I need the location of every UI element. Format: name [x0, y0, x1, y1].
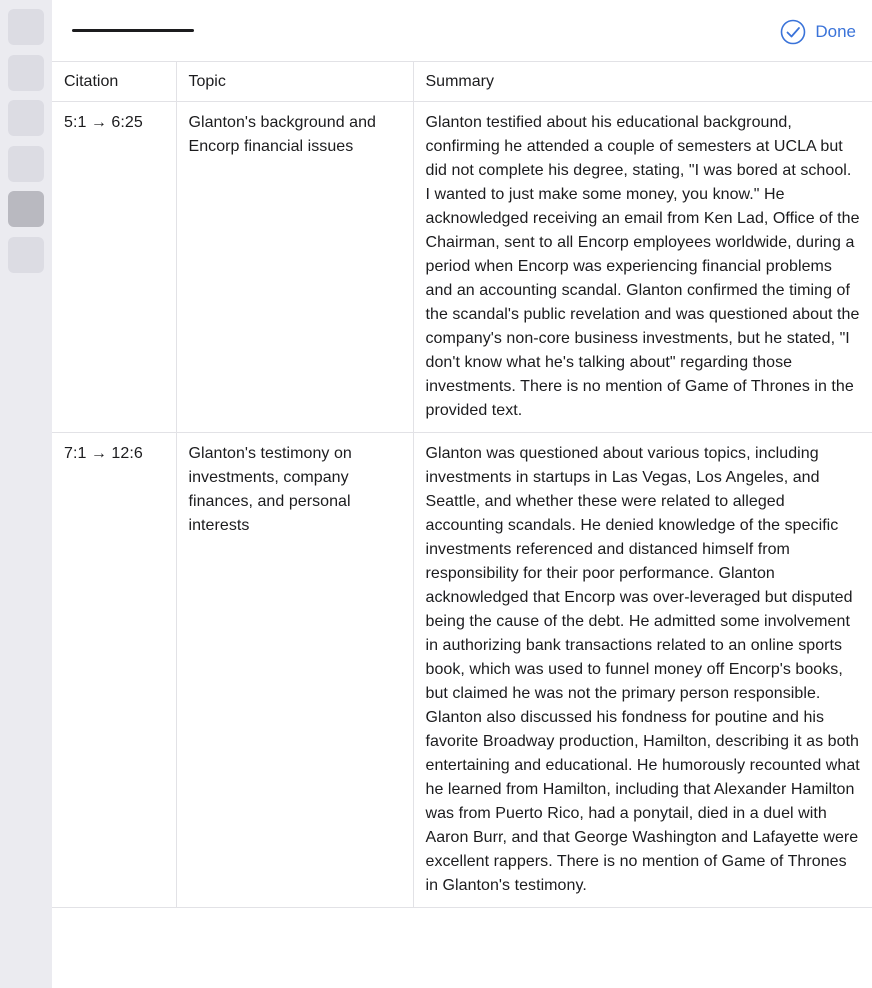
page-thumbnail-selected[interactable] [8, 191, 44, 227]
done-label: Done [815, 22, 856, 41]
main-panel [52, 0, 872, 988]
page-thumbnail[interactable] [8, 100, 44, 136]
page-thumbnail[interactable] [8, 237, 44, 273]
page-thumbnail[interactable] [8, 9, 44, 45]
column-header-citation: Citation [52, 62, 176, 102]
top-bar [52, 0, 872, 62]
title-underline [72, 29, 194, 32]
table-row[interactable] [52, 433, 872, 908]
citation-cell[interactable]: 7:1 → 12:6 [52, 433, 176, 908]
page-thumbnail-sidebar [0, 0, 52, 988]
summary-cell: Glanton was questioned about various topics, including investments in startups in Las Vegas, Los Angeles, and Seattle, and whether these were related to alleged accounting scandals. He denied knowledge of the specific investments referenced and distanced himself from responsibility for their poor performance. Glanton acknowledged that Encorp was over-leveraged but disputed being the cause of the debt. He admitted some involvement in authorizing bank transactions related to an online sports book, which was used to funnel money off Encorp's books, but claimed he was not the primary person responsible. Glanton also discussed his fondness for poutine and his favorite Broadway production, Hamilton, describing it as both entertaining and educational. He humorously recounted what he learned from Hamilton, including that Alexander Hamilton was from Puerto Rico, had a ponytail, died in a duel with Aaron Burr, and that George Washington and Lafayette were excellent rappers. There is no mention of Game of Thrones in Glanton's testimony. [413, 433, 872, 908]
done-button[interactable] [780, 17, 856, 47]
citation-cell[interactable]: 5:1 → 6:25 [52, 102, 176, 433]
column-header-topic: Topic [176, 62, 413, 102]
topic-cell: Glanton's background and Encorp financial issues [176, 102, 413, 433]
topic-cell: Glanton's testimony on investments, company finances, and personal interests [176, 433, 413, 908]
summary-cell: Glanton testified about his educational background, confirming he attended a couple of semesters at UCLA but did not complete his degree, stating, "I was bored at school. I wanted to just make some money, you know." He acknowledged receiving an email from Ken Lad, Office of the Chairman, sent to all Encorp employees worldwide, during a period when Encorp was experiencing financial problems and an accounting scandal. Glanton confirmed the timing of the scandal's public revelation and was questioned about the company's non-core business investments, but he stated, "I don't know what he's talking about" regarding those investments. There is no mention of Game of Thrones in the provided text. [413, 102, 872, 433]
table-row[interactable] [52, 102, 872, 433]
column-header-summary: Summary [413, 62, 872, 102]
page-thumbnail[interactable] [8, 55, 44, 91]
page-thumbnail[interactable] [8, 146, 44, 182]
table-header-row [52, 62, 872, 102]
check-circle-icon [780, 19, 806, 45]
summary-table [52, 62, 872, 908]
